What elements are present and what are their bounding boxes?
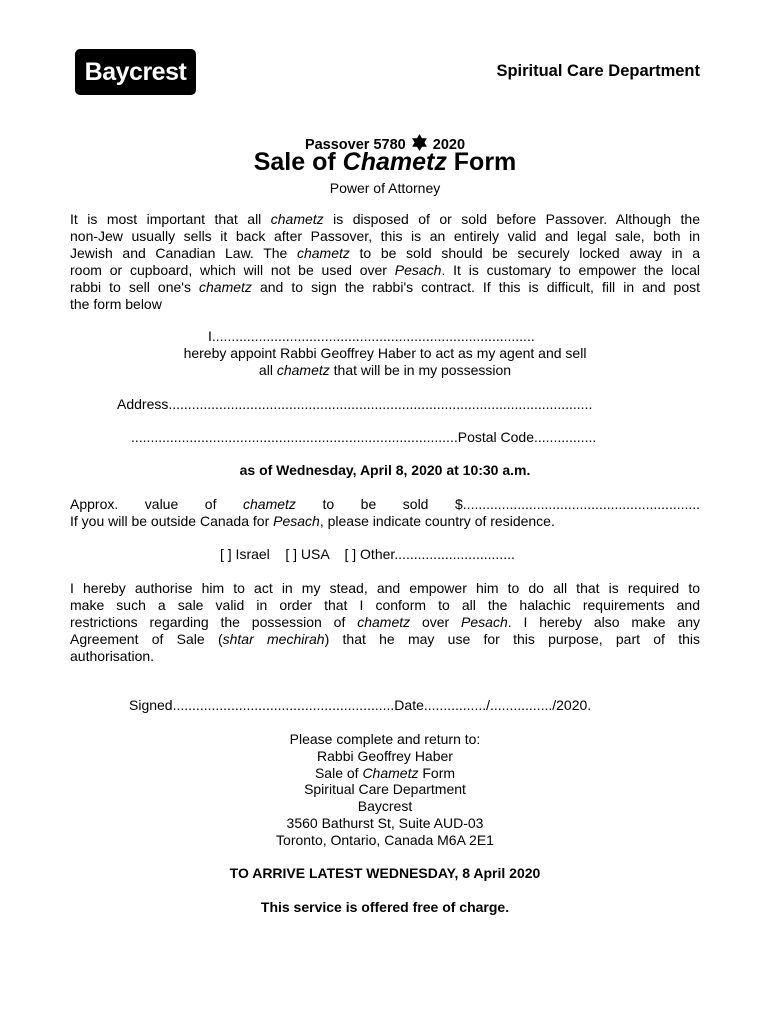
return-name: Rabbi Geoffrey Haber <box>317 747 453 764</box>
value-fill-line[interactable]: Approx. value of chametz to be sold $............................................................. <box>70 496 701 512</box>
return-address-block <box>0 731 770 849</box>
department-label: Spiritual Care Department <box>496 62 700 80</box>
return-organization: Baycrest <box>357 798 413 815</box>
value-paragraph: Approx. value of chametz to be sold $............................................................. If you will be outside Canada for Pesach, please indicate country of residence. <box>70 496 701 529</box>
sale-date-line: as of Wednesday, April 8, 2020 at 10:30 a.m. <box>239 462 531 478</box>
postal-code-fill-line[interactable]: ....................................................................................Postal Code................ <box>131 429 597 445</box>
form-title: Sale of Chametz Form <box>253 148 517 176</box>
authorisation-paragraph: I hereby authorise him to act in my stead, and empower him to do all that is required to make such a sale valid in order that I conform to all the halachic requirements and restrictions regarding the possession of chametz over Pesach. I hereby also make any Agreement of Sale (shtar mechirah) that he may use for this purpose, part of this authorisation. <box>70 580 701 664</box>
form-subtitle: Power of Attorney <box>329 180 441 196</box>
return-intro: Please complete and return to: <box>289 731 481 747</box>
intro-paragraph: It is most important that all chametz is disposed of or sold before Passover. Although the non-Jew usually sells it back after Passover, this is an entirely valid and legal sale, both in Jewish and Canadian Law. The chametz to be sold should be securely locked away in a room or cupboard, which will not be used over Pesach. It is customary to empower the local rabbi to sell one's chametz and to sign the rabbi's contract. If this is difficult, fill in and post the form below <box>70 211 701 312</box>
free-service-notice: This service is offered free of charge. <box>260 899 510 915</box>
gregorian-year: 2020 <box>432 137 466 153</box>
address-fill-line[interactable]: Address............................................................................................................. <box>117 396 593 412</box>
return-city: Toronto, Ontario, Canada M6A 2E1 <box>276 831 494 848</box>
return-department: Spiritual Care Department <box>304 781 466 798</box>
signature-date-line[interactable]: Signed.........................................................Date................/................/2020. <box>129 697 592 713</box>
baycrest-logo: Baycrest <box>75 49 196 95</box>
name-fill-line[interactable]: I................................................................................... <box>208 328 535 344</box>
appoint-statement: hereby appoint Rabbi Geoffrey Haber to act as my agent and sell <box>183 345 587 361</box>
hebrew-year: Passover 5780 <box>304 137 406 153</box>
return-form-name: Sale of Chametz Form <box>314 764 456 781</box>
country-options[interactable]: [ ] Israel [ ] USA [ ] Other............................... <box>220 546 515 562</box>
appoint-possession: all chametz that will be in my possession <box>258 362 512 378</box>
deadline-notice: TO ARRIVE LATEST WEDNESDAY, 8 April 2020 <box>229 865 541 881</box>
return-street: 3560 Bathurst St, Suite AUD-03 <box>286 814 484 831</box>
